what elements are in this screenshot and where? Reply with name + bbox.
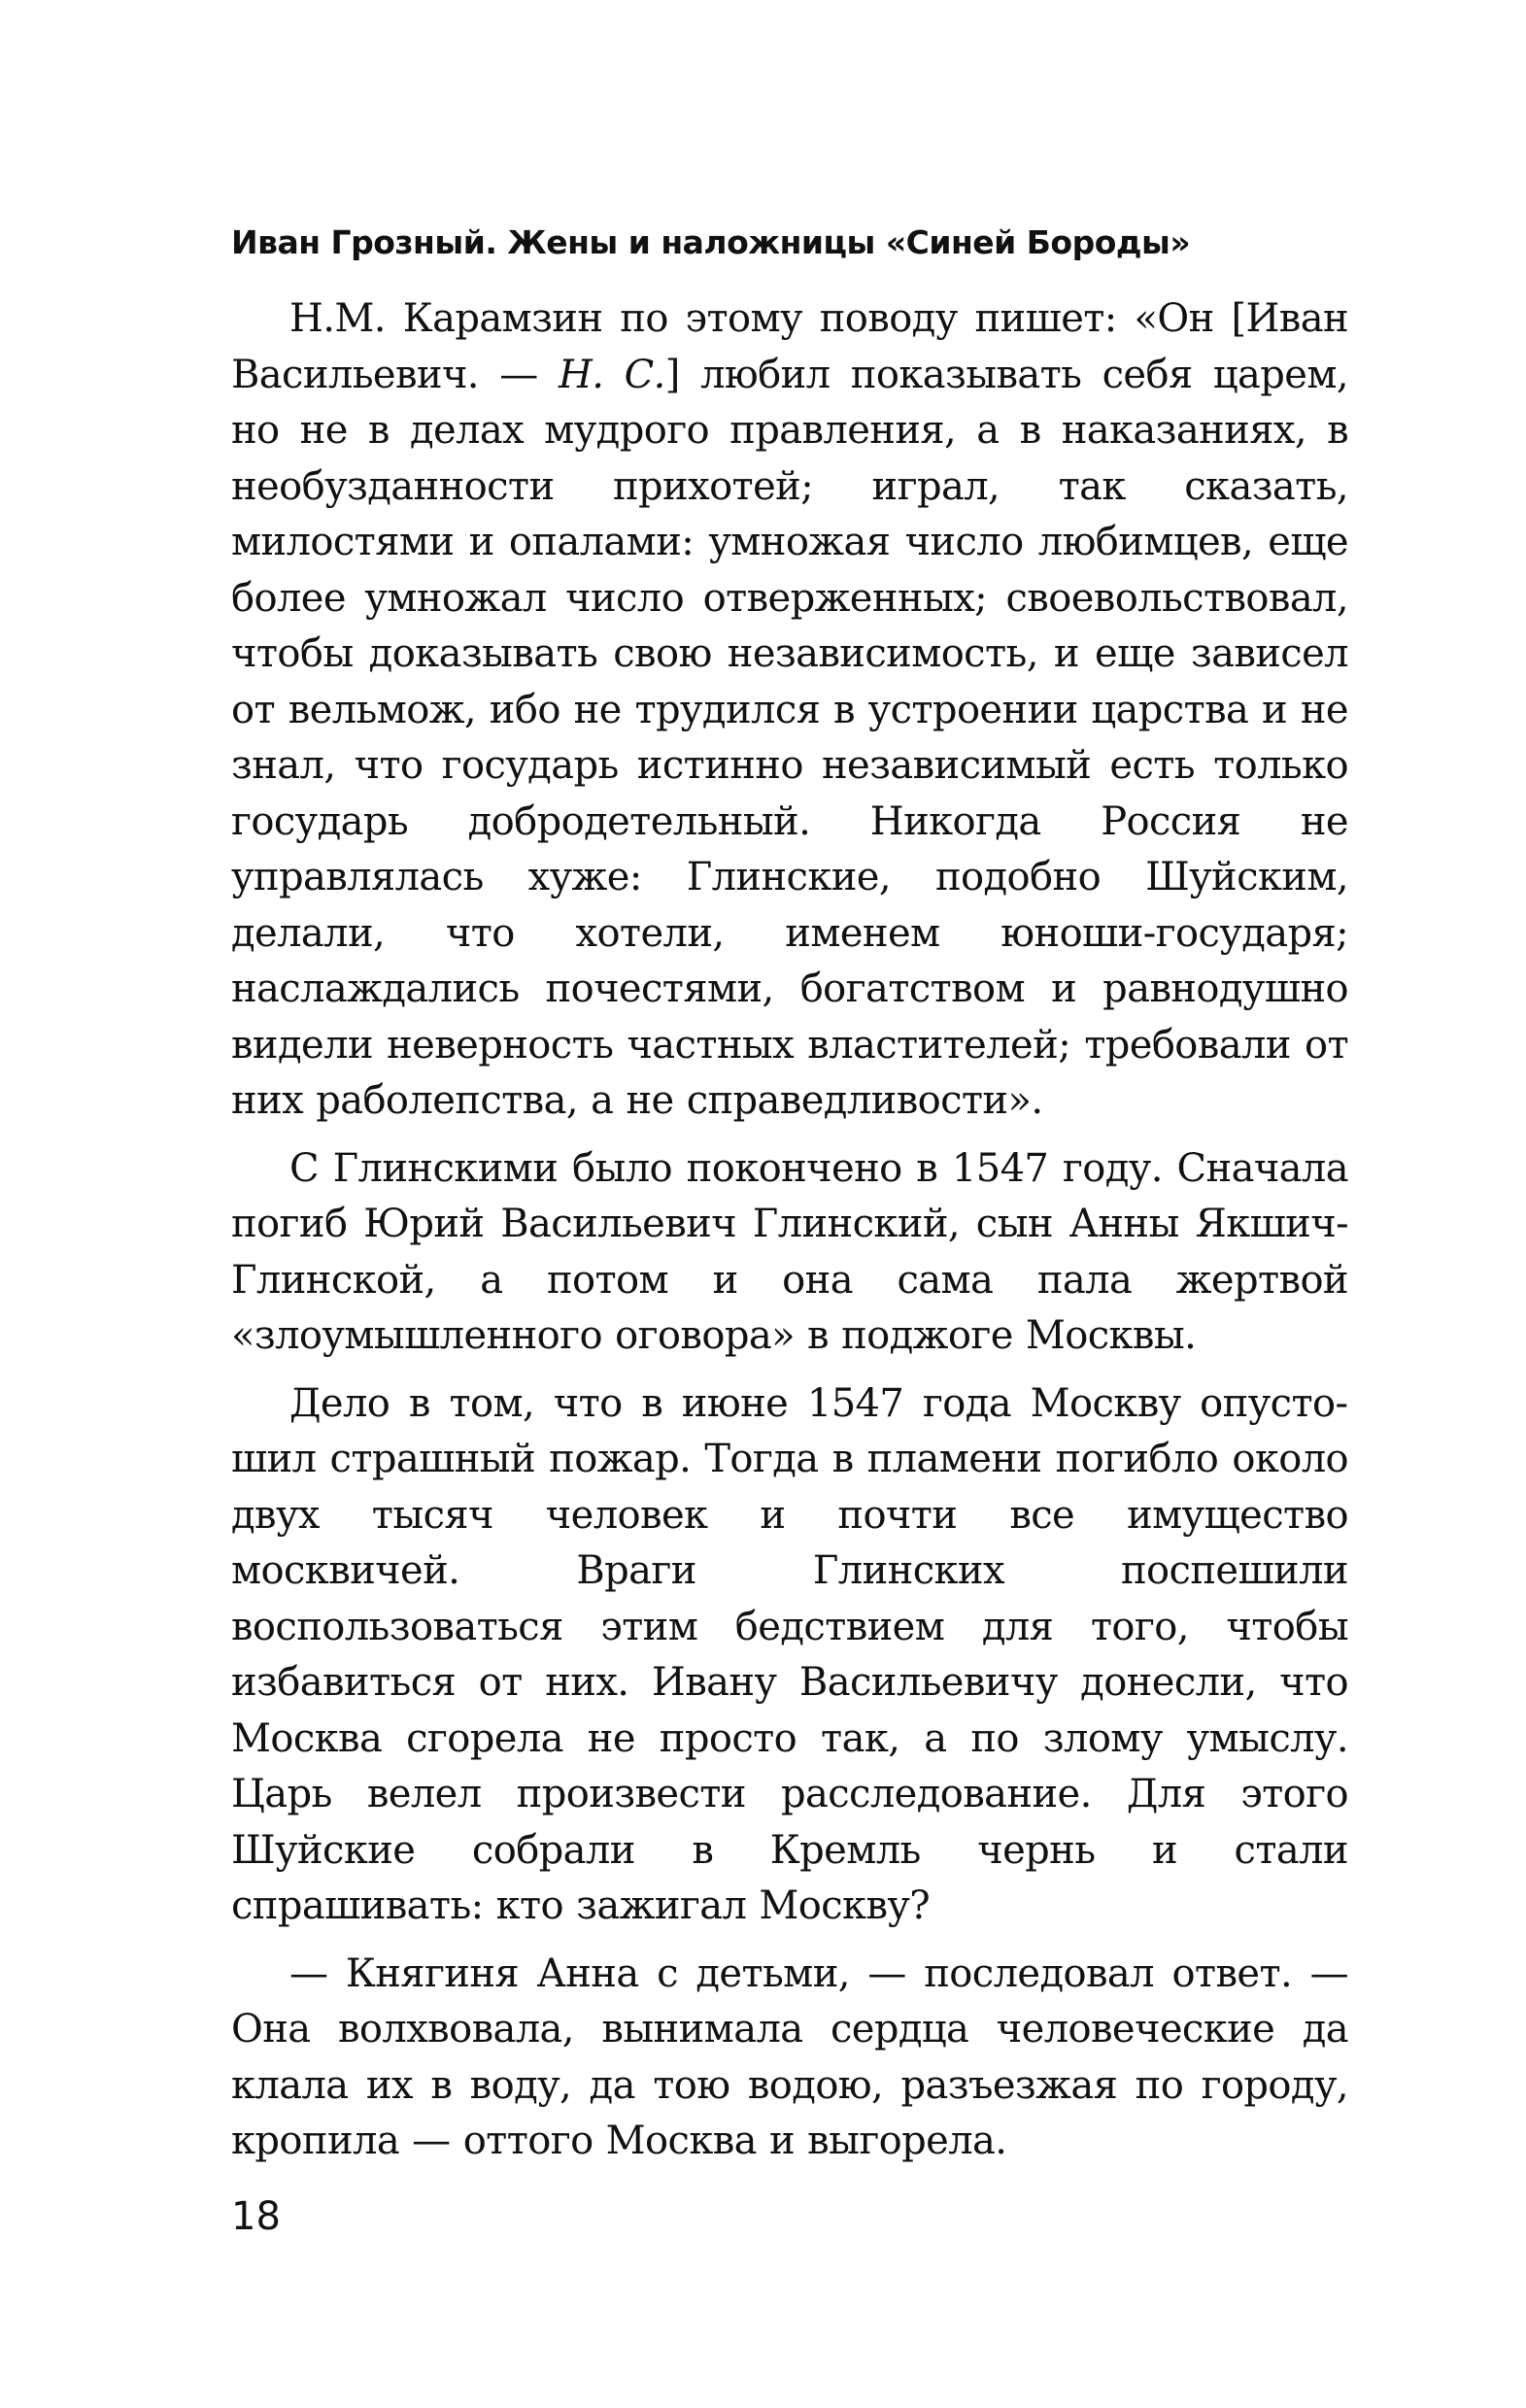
- paragraph-3: Дело в том, что в июне 1547 года Москву опустошил страшный пожар. Тогда в пламени погибло около двух тысяч человек и почти все имущество москвичей. Враги Глинских поспешили воспользоваться этим бедствием для того, чтобы избавиться от них. Ивану Васильевичу донесли, что Москва сгорела не просто так, а по злому умыслу. Царь велел произвести расследование. Для этого Шуйские собрали в Кремль чернь и стали спрашивать: кто зажигал Москву?: [231, 1380, 1348, 1928]
- running-head: Иван Грозный. Жены и наложницы «Синей Бороды»: [231, 223, 1191, 261]
- page-number: 18: [231, 2194, 281, 2239]
- paragraph-1: [231, 291, 1348, 1130]
- paragraph-2: С Глинскими было покончено в 1547 году. Сначала погиб Юрий Васильевич Глинский, сын Анны Якшич-Глинской, а потом и она сама пала жертвой «злоумышленного оговора» в поджоге Москвы.: [231, 1145, 1348, 1358]
- paragraph-4: — Княгиня Анна с детьми, — последовал ответ. — Она волхвовала, вынимала сердца человеческие да клала их в воду, да тою водою, разъезжая по городу, кропила — оттого Москва и выгорела.: [231, 1950, 1348, 2163]
- body-text: [231, 291, 1348, 2182]
- paragraph-1-text-end: ] любил показывать себя царем, но не в делах мудрого правления, а в наказаниях, в необузданности прихотей; играл, так сказать, милостями и опалами: умножая число любимцев, еще более умножал число отверженных; своевольствовал, чтобы доказывать свою независимость, и еще зависел от вельмож, ибо не трудился в устроении царства и не знал, что государь истинно независимый есть только государь добродетельный. Никогда Россия не управлялась хуже: Глинские, подобно Шуйским, делали, что хотели, именем юноши-государя; наслаждались почестями, богатством и равнодушно видели неверность частных властителей; требовали от них раболепства, а не справедливости».: [231, 352, 1349, 1123]
- paragraph-1-text-start: Н.М. Карамзин по этому поводу пишет: «Он [Иван Васильевич. —: [231, 296, 1348, 397]
- author-initials: Н. С.: [558, 352, 665, 397]
